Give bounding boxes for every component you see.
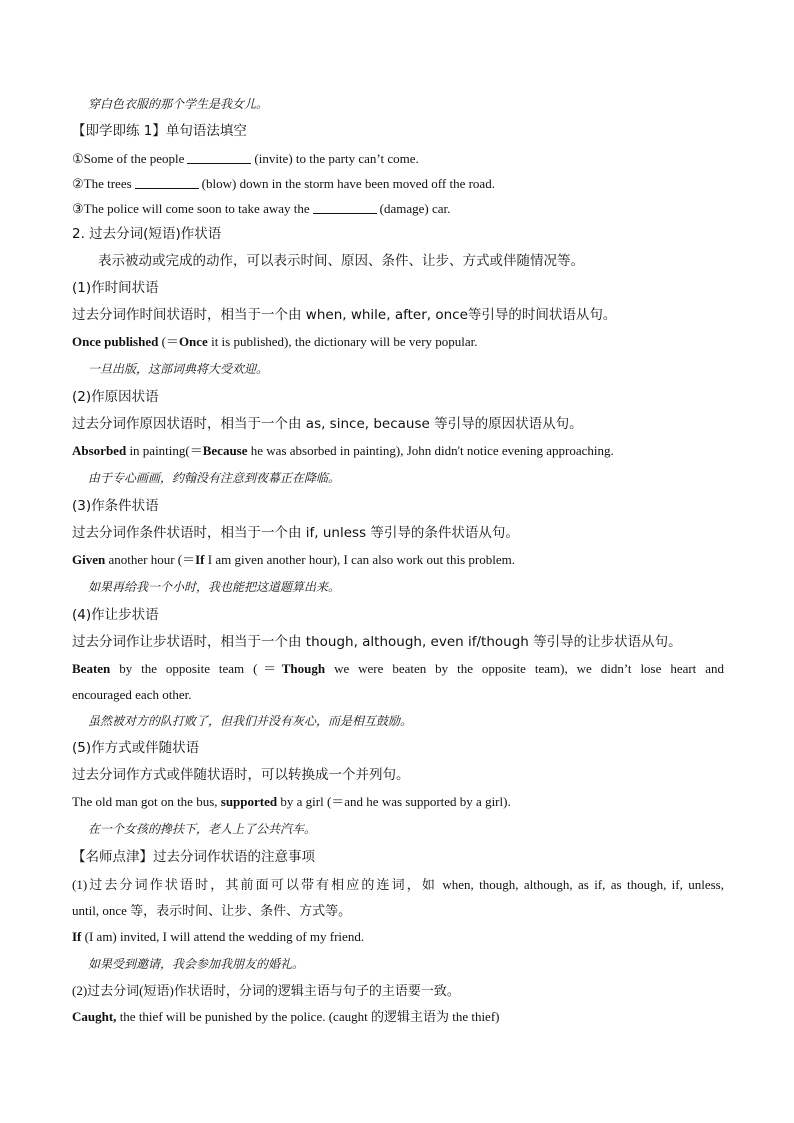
example-text: another hour (＝ [105, 552, 196, 567]
example-sentence [72, 793, 724, 811]
exercise-text: (invite) to the party can’t come. [254, 151, 419, 166]
exercise-text: (blow) down in the storm have been moved off the road. [201, 176, 495, 191]
subsection-title: (5)作方式或伴随状语 [72, 740, 200, 756]
section-intro: 表示被动或完成的动作，可以表示时间、原因、条件、让步、方式或伴随情况等。 [98, 253, 584, 269]
exercise-item-1 [72, 150, 724, 168]
translation-line: 一旦出版，这部词典将大受欢迎。 [88, 362, 269, 376]
example-sentence [72, 1008, 724, 1026]
tip-paragraph: (1)过去分词作状语时，其前面可以带有相应的连词，如 when, though, although, as if, as though, if, unless, [72, 877, 724, 892]
exercise-text: Some of the people [83, 151, 185, 166]
subsection-desc: 过去分词作让步状语时，相当于一个由 though, although, even if/though 等引导的让步状语从句。 [72, 634, 682, 650]
bold-phrase: Beaten [72, 661, 111, 676]
example-text: I am given another hour), I can also work out this problem. [204, 552, 515, 567]
bold-phrase: supported [220, 794, 278, 809]
exercise-number: ③ [72, 201, 84, 216]
bold-phrase: If [72, 929, 82, 944]
practice-heading: 【即学即练 1】单句语法填空 [72, 123, 247, 139]
example-text: the thief will be punished by the police. (caught 的逻辑主语为 the thief) [116, 1009, 500, 1024]
subsection-title: (3)作条件状语 [72, 498, 159, 514]
subsection-title: (1)作时间状语 [72, 280, 159, 296]
exercise-text: (damage) car. [379, 201, 451, 216]
subsection-desc: 过去分词作原因状语时，相当于一个由 as, since, because 等引导的原因状语从句。 [72, 416, 583, 432]
bold-phrase: Because [202, 443, 248, 458]
answer-blank[interactable] [187, 151, 251, 164]
example-sentence [72, 551, 724, 569]
translation-line: 如果再给我一个小时，我也能把这道题算出来。 [88, 580, 341, 594]
translation-line: 由于专心画画，约翰没有注意到夜幕正在降临。 [88, 471, 341, 485]
answer-blank[interactable] [313, 201, 377, 214]
example-text: by the opposite team (＝ [110, 661, 282, 676]
example-sentence [72, 928, 724, 946]
subsection-desc: 过去分词作条件状语时，相当于一个由 if, unless 等引导的条件状语从句。 [72, 525, 519, 541]
example-text: (I am) invited, I will attend the wedding of my friend. [81, 929, 365, 944]
exercise-item-2 [72, 175, 724, 193]
bold-phrase: Absorbed [72, 443, 127, 458]
bold-phrase: Though [281, 661, 326, 676]
example-sentence [72, 442, 724, 460]
translation-line: 如果受到邀请，我会参加我朋友的婚礼。 [88, 957, 305, 971]
bold-phrase: Given [72, 552, 106, 567]
example-sentence [72, 333, 724, 351]
subsection-title: (2)作原因状语 [72, 389, 159, 405]
bold-phrase: Once [178, 334, 208, 349]
example-sentence [72, 660, 724, 678]
subsection-title: (4)作让步状语 [72, 607, 159, 623]
subsection-desc: 过去分词作时间状语时，相当于一个由 when, while, after, once等引导的时间状语从句。 [72, 307, 617, 323]
translation-line: 在一个女孩的搀扶下，老人上了公共汽车。 [88, 822, 317, 836]
exercise-number: ② [72, 176, 84, 191]
bold-phrase: If [195, 552, 205, 567]
exercise-item-3 [72, 200, 724, 218]
exercise-text: The police will come soon to take away the [83, 201, 310, 216]
example-text: we were beaten by the opposite team), we didn’t lose heart and [325, 661, 724, 676]
example-text: he was absorbed in painting), John didn't notice evening approaching. [247, 443, 614, 458]
example-text: The old man got on the bus, [72, 794, 221, 809]
bold-phrase: Once published [72, 334, 159, 349]
tip-paragraph-continued: until, once 等，表示时间、让步、条件、方式等。 [72, 903, 352, 918]
subsection-desc: 过去分词作方式或伴随状语时，可以转换成一个并列句。 [72, 767, 410, 783]
translation-line: 虽然被对方的队打败了，但我们并没有灰心，而是相互鼓励。 [88, 714, 413, 728]
section-heading: 2. 过去分词(短语)作状语 [72, 226, 222, 242]
translation-line: 穿白色衣服的那个学生是我女儿。 [88, 97, 269, 111]
example-text: (＝ [158, 334, 179, 349]
exercise-text: The trees [83, 176, 132, 191]
example-text: it is published), the dictionary will be very popular. [207, 334, 478, 349]
example-text: by a girl (＝and he was supported by a girl). [277, 794, 511, 809]
bold-phrase: Caught, [72, 1009, 117, 1024]
example-sentence-continued: encouraged each other. [72, 687, 192, 702]
example-text: in painting(＝ [126, 443, 203, 458]
answer-blank[interactable] [135, 176, 199, 189]
tip-heading: 【名师点津】过去分词作状语的注意事项 [72, 849, 315, 865]
exercise-number: ① [72, 151, 84, 166]
tip-paragraph: (2)过去分词(短语)作状语时，分词的逻辑主语与句子的主语要一致。 [72, 983, 460, 998]
